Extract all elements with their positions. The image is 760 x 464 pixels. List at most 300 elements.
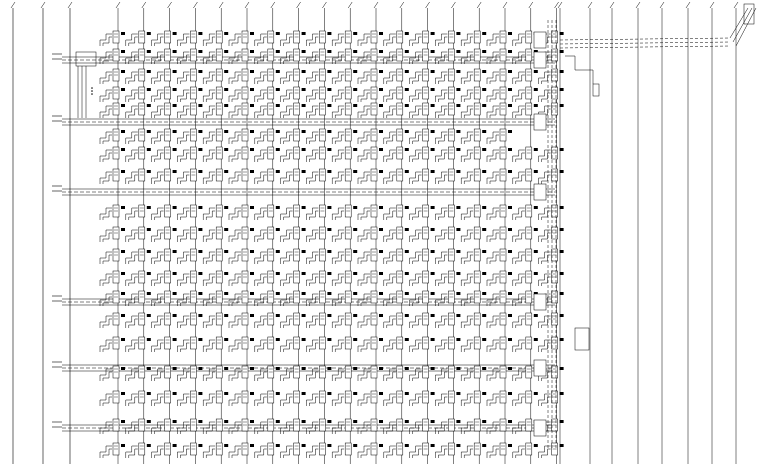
meter-block	[173, 170, 177, 173]
distribution-unit	[177, 313, 202, 328]
unit-wiring	[177, 72, 189, 84]
distribution-unit	[126, 313, 151, 328]
unit-wiring	[203, 106, 215, 118]
column-tick	[503, 2, 507, 8]
meter-block	[276, 250, 280, 253]
meter-block	[327, 148, 331, 151]
unit-wiring	[258, 449, 267, 458]
unit-wiring	[309, 449, 318, 458]
unit-wiring	[332, 446, 344, 458]
meter-block	[302, 314, 306, 317]
unit-wiring	[335, 449, 344, 458]
distribution-unit	[358, 103, 383, 118]
meter-block	[224, 170, 228, 173]
unit-wiring	[487, 52, 499, 64]
meter-block	[431, 228, 435, 231]
distribution-unit	[100, 291, 125, 306]
meter-block	[327, 70, 331, 73]
meter-block	[302, 444, 306, 447]
distribution-unit	[126, 391, 151, 406]
meter-block	[250, 130, 254, 133]
unit-wiring	[129, 449, 138, 458]
unit-wiring	[384, 172, 396, 184]
meter-block	[121, 32, 125, 35]
unit-wiring	[255, 422, 267, 434]
distribution-unit	[513, 87, 538, 102]
distribution-unit	[410, 169, 435, 184]
meter-block	[379, 367, 383, 370]
unit-wiring	[306, 132, 318, 144]
distribution-unit	[203, 443, 228, 458]
distribution-unit	[229, 169, 254, 184]
distribution-unit	[177, 227, 202, 242]
unit-wiring	[100, 150, 112, 162]
distribution-unit	[281, 169, 306, 184]
meter-block	[379, 314, 383, 317]
unit-wiring	[177, 394, 189, 406]
unit-wiring	[100, 230, 112, 242]
meter-block	[224, 88, 228, 91]
distribution-unit	[203, 337, 228, 352]
feeder-box	[593, 84, 599, 96]
unit-wiring	[284, 449, 293, 458]
unit-wiring	[177, 274, 189, 286]
column-tick	[168, 2, 172, 8]
meter-block	[302, 104, 306, 107]
unit-wiring	[103, 297, 112, 306]
distribution-unit	[255, 129, 280, 144]
unit-wiring	[384, 150, 396, 162]
distribution-unit	[461, 129, 486, 144]
meter-block	[198, 148, 202, 151]
unit-wiring	[542, 75, 551, 84]
unit-wiring	[129, 109, 138, 118]
unit-wiring	[438, 75, 447, 84]
unit-wiring	[438, 93, 447, 102]
unit-wiring	[100, 34, 112, 46]
distribution-unit	[513, 391, 538, 406]
unit-wiring	[155, 153, 164, 162]
meter-block	[173, 50, 177, 53]
unit-wiring	[126, 90, 138, 102]
unit-wiring	[358, 132, 370, 144]
unit-wiring	[284, 425, 293, 434]
unit-wiring	[203, 316, 215, 328]
meter-block	[508, 367, 512, 370]
unit-wiring	[387, 135, 396, 144]
distribution-unit	[487, 443, 512, 458]
unit-wiring	[487, 252, 499, 264]
distribution-unit	[203, 205, 228, 220]
unit-wiring	[487, 274, 499, 286]
distribution-unit	[100, 227, 125, 242]
distribution-unit	[435, 129, 460, 144]
distribution-unit	[255, 147, 280, 162]
unit-wiring	[284, 211, 293, 220]
column-tick	[348, 2, 352, 8]
unit-wiring	[361, 153, 370, 162]
unit-wiring	[332, 252, 344, 264]
unit-wiring	[309, 397, 318, 406]
unit-wiring	[258, 277, 267, 286]
distribution-unit	[177, 443, 202, 458]
unit-wiring	[490, 425, 499, 434]
meter-block	[508, 250, 512, 253]
unit-wiring	[384, 274, 396, 286]
distribution-unit	[435, 419, 460, 434]
unit-wiring	[461, 132, 473, 144]
meter-block	[379, 228, 383, 231]
meter-block	[198, 420, 202, 423]
unit-wiring	[206, 135, 215, 144]
unit-wiring	[129, 277, 138, 286]
meter-block	[456, 314, 460, 317]
unit-wiring	[126, 294, 138, 306]
meter-block	[456, 367, 460, 370]
unit-wiring	[180, 135, 189, 144]
unit-wiring	[258, 425, 267, 434]
column-tick	[477, 2, 481, 8]
unit-wiring	[232, 297, 241, 306]
unit-wiring	[435, 316, 447, 328]
distribution-unit	[229, 129, 254, 144]
unit-wiring	[306, 252, 318, 264]
unit-wiring	[487, 316, 499, 328]
unit-wiring	[361, 93, 370, 102]
unit-wiring	[152, 34, 164, 46]
unit-wiring	[258, 211, 267, 220]
unit-wiring	[464, 153, 473, 162]
unit-wiring	[180, 255, 189, 264]
distribution-unit	[306, 31, 331, 46]
unit-wiring	[413, 255, 422, 264]
unit-wiring	[229, 274, 241, 286]
unit-wiring	[335, 319, 344, 328]
distribution-unit	[435, 337, 460, 352]
meter-block	[147, 50, 151, 53]
unit-wiring	[387, 93, 396, 102]
distribution-unit	[100, 103, 125, 118]
distribution-unit	[332, 69, 357, 84]
meter-block	[482, 70, 486, 73]
unit-wiring	[413, 343, 422, 352]
distribution-unit	[513, 249, 538, 264]
unit-wiring	[438, 135, 447, 144]
unit-wiring	[129, 175, 138, 184]
unit-wiring	[100, 132, 112, 144]
column-tick	[142, 2, 146, 8]
meter-block	[379, 272, 383, 275]
meter-block	[482, 272, 486, 275]
unit-wiring	[438, 372, 447, 381]
meter-block	[147, 444, 151, 447]
bus-riser	[730, 8, 756, 46]
unit-wiring	[232, 211, 241, 220]
meter-block	[482, 250, 486, 253]
distribution-unit	[152, 337, 177, 352]
meter-block	[121, 420, 125, 423]
unit-wiring	[203, 446, 215, 458]
unit-wiring	[413, 425, 422, 434]
distribution-unit	[229, 443, 254, 458]
meter-block	[276, 228, 280, 231]
meter-block	[431, 206, 435, 209]
distribution-unit	[126, 49, 151, 64]
unit-wiring	[513, 274, 525, 286]
meter-block	[353, 420, 357, 423]
unit-wiring	[490, 55, 499, 64]
distribution-unit	[487, 391, 512, 406]
unit-wiring	[461, 252, 473, 264]
unit-wiring	[126, 230, 138, 242]
unit-wiring	[464, 397, 473, 406]
unit-wiring	[358, 34, 370, 46]
unit-wiring	[461, 172, 473, 184]
distribution-unit	[358, 249, 383, 264]
meter-block	[431, 88, 435, 91]
distribution-unit	[461, 443, 486, 458]
meter-block	[534, 338, 538, 341]
unit-wiring	[516, 449, 525, 458]
distribution-unit	[255, 49, 280, 64]
unit-wiring	[516, 109, 525, 118]
meter-block	[302, 228, 306, 231]
distribution-unit	[177, 271, 202, 286]
unit-wiring	[281, 208, 293, 220]
meter-block	[508, 272, 512, 275]
meter-block	[456, 292, 460, 295]
unit-wiring	[177, 172, 189, 184]
meter-block	[353, 228, 357, 231]
unit-wiring	[461, 446, 473, 458]
unit-wiring	[438, 425, 447, 434]
unit-wiring	[255, 230, 267, 242]
unit-wiring	[232, 397, 241, 406]
meter-block	[353, 104, 357, 107]
distribution-unit	[203, 391, 228, 406]
meter-block	[534, 314, 538, 317]
left-riser	[78, 66, 86, 118]
distribution-unit	[306, 87, 331, 102]
unit-wiring	[258, 233, 267, 242]
unit-wiring	[284, 55, 293, 64]
unit-wiring	[155, 255, 164, 264]
unit-wiring	[180, 109, 189, 118]
meter-block	[147, 32, 151, 35]
distribution-unit	[229, 205, 254, 220]
distribution-unit	[152, 249, 177, 264]
unit-wiring	[332, 132, 344, 144]
distribution-unit	[410, 129, 435, 144]
unit-wiring	[129, 319, 138, 328]
meter-block	[224, 292, 228, 295]
unit-wiring	[152, 294, 164, 306]
unit-wiring	[513, 150, 525, 162]
distribution-unit	[358, 337, 383, 352]
meter-block	[121, 444, 125, 447]
meter-block	[353, 170, 357, 173]
distribution-unit	[384, 391, 409, 406]
distribution-unit	[177, 419, 202, 434]
left-riser-box	[76, 52, 96, 66]
meter-block	[121, 148, 125, 151]
meter-block	[250, 338, 254, 341]
unit-wiring	[438, 343, 447, 352]
unit-wiring	[464, 297, 473, 306]
meter-block	[560, 392, 564, 395]
meter-block	[198, 32, 202, 35]
unit-wiring	[206, 255, 215, 264]
unit-wiring	[129, 55, 138, 64]
unit-wiring	[461, 106, 473, 118]
unit-wiring	[464, 372, 473, 381]
distribution-unit	[177, 147, 202, 162]
meter-block	[482, 228, 486, 231]
unit-wiring	[516, 343, 525, 352]
unit-wiring	[490, 297, 499, 306]
unit-wiring	[335, 397, 344, 406]
distribution-unit	[332, 31, 357, 46]
distribution-unit	[410, 227, 435, 242]
meter-block	[327, 170, 331, 173]
meter-block	[560, 88, 564, 91]
meter-block	[198, 130, 202, 133]
meter-block	[379, 50, 383, 53]
unit-wiring	[258, 372, 267, 381]
unit-wiring	[461, 208, 473, 220]
distribution-unit	[487, 337, 512, 352]
distribution-unit	[100, 169, 125, 184]
unit-wiring	[155, 75, 164, 84]
unit-wiring	[152, 72, 164, 84]
unit-wiring	[335, 233, 344, 242]
distribution-unit	[177, 249, 202, 264]
unit-wiring	[129, 255, 138, 264]
unit-wiring	[258, 109, 267, 118]
unit-wiring	[513, 172, 525, 184]
distribution-unit	[513, 337, 538, 352]
unit-wiring	[358, 274, 370, 286]
meter-block	[456, 104, 460, 107]
meter-block	[353, 70, 357, 73]
distribution-unit	[461, 291, 486, 306]
distribution-unit	[203, 249, 228, 264]
meter-block	[250, 70, 254, 73]
distribution-unit	[410, 337, 435, 352]
distribution-unit	[203, 271, 228, 286]
meter-block	[482, 130, 486, 133]
distribution-unit	[229, 249, 254, 264]
meter-block	[456, 420, 460, 423]
unit-wiring	[258, 343, 267, 352]
meter-block	[482, 420, 486, 423]
distribution-unit	[126, 31, 151, 46]
meter-block	[302, 148, 306, 151]
unit-wiring	[232, 425, 241, 434]
unit-wiring	[384, 72, 396, 84]
unit-wiring	[203, 394, 215, 406]
unit-wiring	[410, 340, 422, 352]
unit-wiring	[258, 55, 267, 64]
unit-wiring	[384, 52, 396, 64]
unit-wiring	[103, 372, 112, 381]
meter-block	[431, 272, 435, 275]
unit-wiring	[513, 230, 525, 242]
unit-wiring	[229, 294, 241, 306]
unit-wiring	[438, 255, 447, 264]
distribution-unit	[461, 313, 486, 328]
unit-wiring	[410, 394, 422, 406]
meter-block	[534, 250, 538, 253]
unit-wiring	[180, 55, 189, 64]
unit-wiring	[232, 255, 241, 264]
unit-wiring	[384, 132, 396, 144]
distribution-unit	[100, 129, 125, 144]
meter-block	[431, 32, 435, 35]
meter-block	[147, 228, 151, 231]
meter-block	[173, 392, 177, 395]
unit-wiring	[516, 319, 525, 328]
distribution-unit	[100, 337, 125, 352]
distribution-unit	[229, 227, 254, 242]
distribution-unit	[100, 391, 125, 406]
distribution-unit	[281, 291, 306, 306]
meter-block	[431, 70, 435, 73]
distribution-unit	[358, 87, 383, 102]
meter-block	[508, 104, 512, 107]
unit-wiring	[281, 316, 293, 328]
unit-wiring	[542, 175, 551, 184]
distribution-unit	[229, 31, 254, 46]
unit-wiring	[435, 394, 447, 406]
distribution-unit	[177, 205, 202, 220]
distribution-unit	[255, 443, 280, 458]
meter-block	[147, 392, 151, 395]
meter-block	[327, 444, 331, 447]
meter-block	[147, 70, 151, 73]
distribution-unit	[513, 313, 538, 328]
distribution-unit	[306, 69, 331, 84]
distribution-unit	[203, 313, 228, 328]
distribution-unit	[281, 419, 306, 434]
meter-block	[560, 250, 564, 253]
unit-wiring	[103, 175, 112, 184]
column-tick	[271, 2, 275, 8]
distribution-unit	[358, 31, 383, 46]
distribution-unit	[126, 169, 151, 184]
distribution-unit	[152, 69, 177, 84]
unit-wiring	[152, 208, 164, 220]
distribution-unit	[126, 87, 151, 102]
unit-wiring	[281, 172, 293, 184]
unit-wiring	[152, 394, 164, 406]
unit-wiring	[384, 294, 396, 306]
distribution-unit	[487, 249, 512, 264]
unit-wiring	[361, 75, 370, 84]
unit-wiring	[516, 153, 525, 162]
unit-wiring	[281, 34, 293, 46]
unit-wiring	[126, 316, 138, 328]
meter-block	[482, 206, 486, 209]
meter-block	[121, 250, 125, 253]
unit-wiring	[306, 230, 318, 242]
unit-wiring	[513, 90, 525, 102]
unit-wiring	[435, 132, 447, 144]
meter-block	[224, 314, 228, 317]
meter-block	[508, 88, 512, 91]
unit-wiring	[435, 34, 447, 46]
distribution-unit	[306, 227, 331, 242]
